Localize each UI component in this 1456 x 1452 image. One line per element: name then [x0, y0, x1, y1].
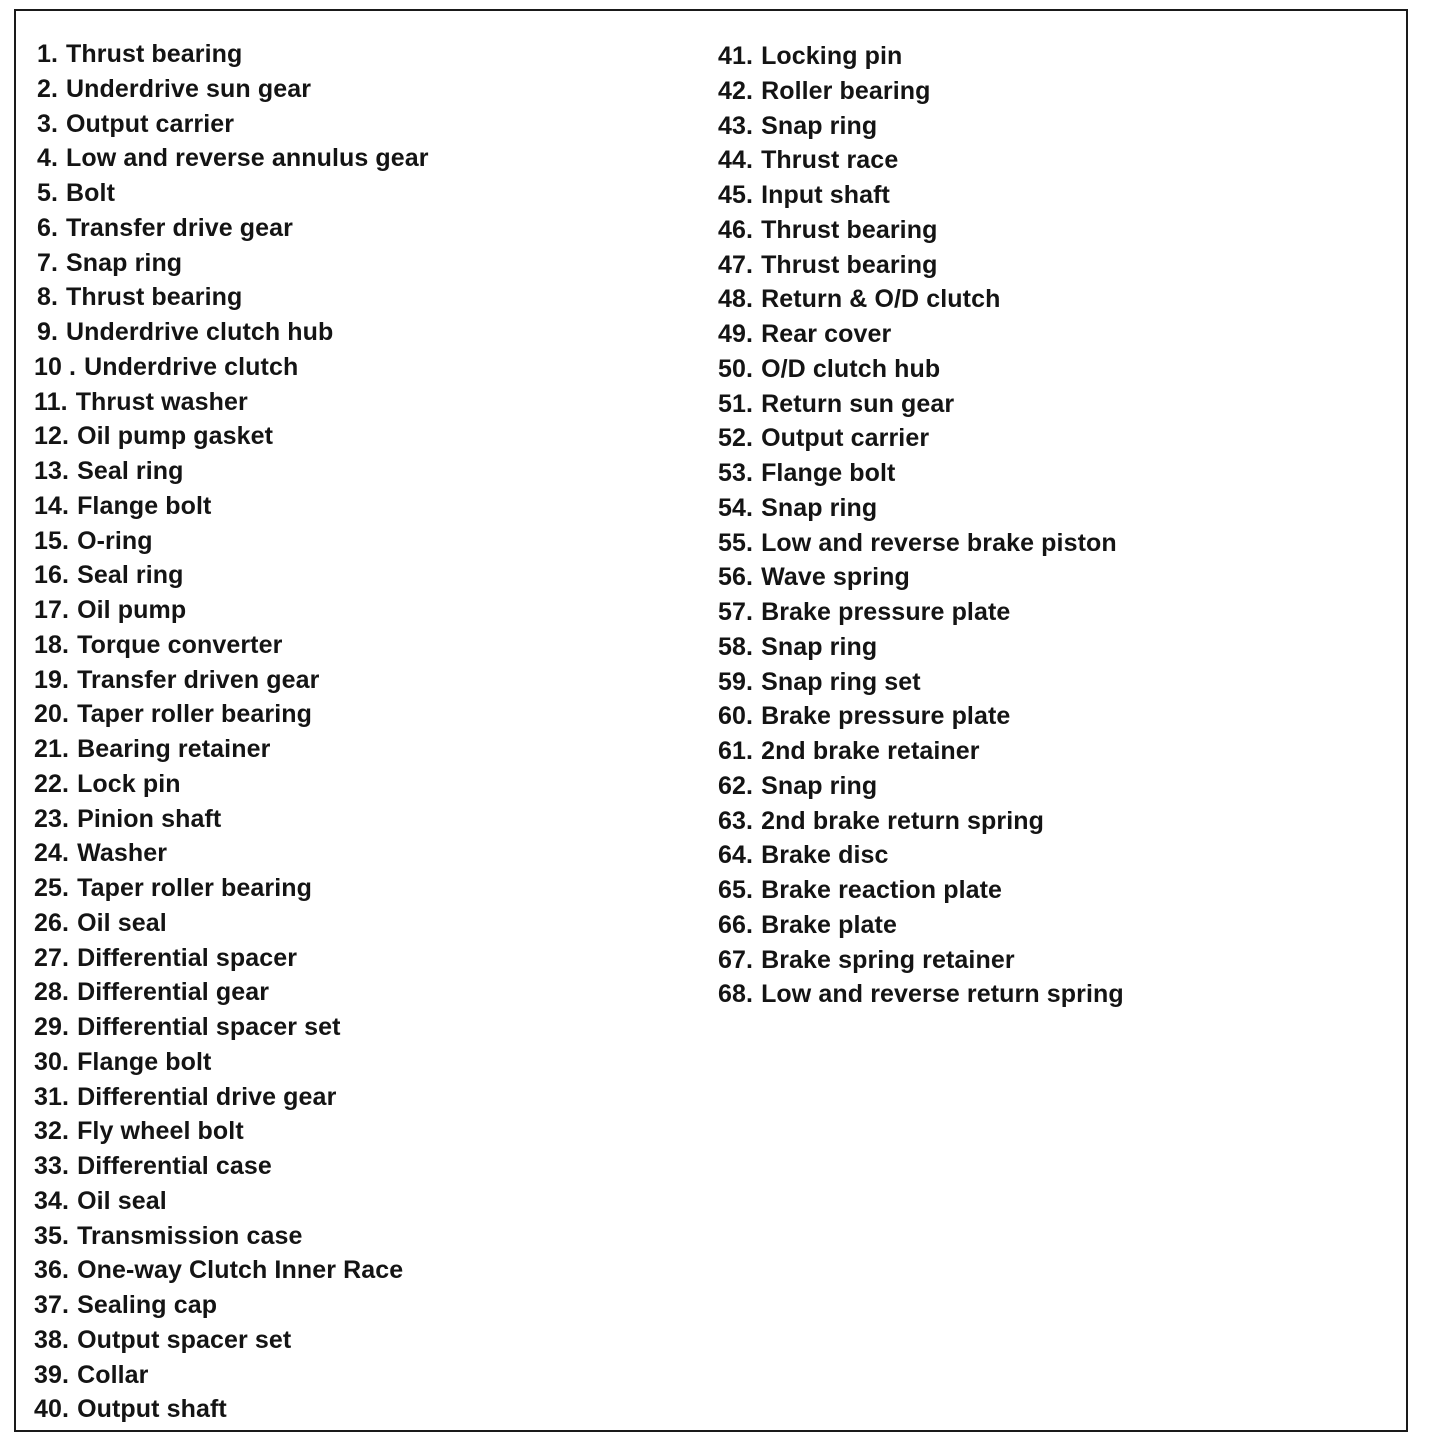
part-number: 37. [34, 1291, 70, 1319]
part-number: 4. [36, 144, 58, 173]
parts-list-item [34, 1045, 429, 1080]
part-name: Brake plate [761, 910, 897, 939]
part-number: 53. [718, 459, 754, 487]
parts-list-item [34, 558, 429, 593]
part-name: 2nd brake return spring [761, 806, 1044, 835]
part-number: 15. [34, 526, 70, 555]
part-name: Differential drive gear [77, 1082, 337, 1111]
part-number: 40. [34, 1395, 70, 1424]
part-name: Brake spring retainer [761, 945, 1015, 974]
parts-list-item [718, 943, 1124, 978]
parts-list-item [718, 977, 1124, 1012]
parts-list-item [34, 489, 429, 524]
parts-list-item [34, 454, 429, 489]
parts-list-item [718, 317, 1124, 352]
parts-list-item [34, 732, 429, 767]
part-number: 57. [718, 598, 754, 626]
part-name: Return sun gear [761, 389, 955, 418]
part-name: Snap ring set [761, 667, 921, 696]
parts-list-item [34, 211, 429, 246]
part-number: 34. [34, 1186, 70, 1215]
part-number: 24. [34, 839, 70, 868]
parts-list-item [34, 871, 429, 906]
parts-list-item [34, 107, 429, 142]
part-name: O-ring [77, 526, 153, 555]
part-name: Wave spring [761, 563, 910, 592]
parts-list-item [34, 1288, 429, 1323]
part-number: 52. [718, 424, 754, 453]
part-number: 20. [34, 700, 70, 729]
part-name: Brake reaction plate [761, 876, 1003, 904]
part-name: Flange bolt [77, 1047, 212, 1076]
part-number: 41. [718, 42, 754, 70]
part-name: Thrust bearing [761, 215, 938, 244]
parts-list-item [718, 560, 1124, 595]
parts-list-item [718, 213, 1124, 248]
part-number: 59. [718, 667, 754, 696]
parts-list-item [34, 176, 429, 211]
part-number: 14. [34, 491, 70, 520]
parts-list-item [718, 491, 1124, 526]
part-name: Washer [77, 839, 168, 868]
part-name: Taper roller bearing [77, 700, 312, 729]
parts-list-item [718, 248, 1124, 283]
part-number: 32. [34, 1117, 70, 1146]
part-number: 43. [718, 111, 754, 140]
parts-list-item [34, 836, 429, 871]
part-name: Bolt [66, 179, 115, 207]
part-number: 27. [34, 943, 70, 972]
parts-list-item [718, 630, 1124, 665]
parts-list-item [34, 524, 429, 559]
parts-list-right-column [718, 39, 1124, 1012]
parts-list-item [34, 906, 429, 941]
parts-list-item [718, 665, 1124, 700]
parts-list-left-column [34, 37, 429, 1427]
part-number: 3. [36, 109, 58, 138]
part-name: Torque converter [77, 630, 283, 659]
parts-list-item [34, 72, 429, 107]
part-number: 25. [34, 874, 70, 902]
part-name: Locking pin [761, 42, 903, 70]
part-name: Low and reverse annulus gear [66, 144, 429, 173]
parts-list-item [718, 421, 1124, 456]
part-name: Snap ring [761, 111, 878, 140]
part-name: Bearing retainer [77, 735, 271, 763]
parts-list-item [34, 141, 429, 176]
part-name: 2nd brake retainer [761, 737, 980, 765]
part-name: Transmission case [77, 1221, 303, 1250]
part-number: 17. [34, 596, 70, 624]
part-name: Lock pin [77, 769, 181, 798]
part-name: Return & O/D clutch [761, 285, 1001, 314]
parts-list-item [34, 385, 429, 420]
part-name: Transfer drive gear [66, 213, 294, 242]
part-number: 29. [34, 1013, 70, 1041]
parts-list-item [718, 908, 1124, 943]
part-number: 39. [34, 1360, 70, 1389]
part-number: 2. [36, 74, 58, 103]
part-name: Rear cover [761, 320, 892, 348]
part-name: Snap ring [761, 771, 878, 800]
parts-list-item [34, 315, 429, 350]
part-number: 12. [34, 422, 70, 451]
part-number: 21. [34, 735, 70, 763]
part-name: Output carrier [66, 109, 235, 138]
part-name: Underdrive sun gear [66, 74, 312, 103]
part-number: 1. [36, 40, 58, 68]
part-number: 13. [34, 457, 70, 485]
part-name: Brake disc [761, 841, 889, 870]
part-number: 19. [34, 665, 70, 694]
part-name: Input shaft [761, 181, 890, 209]
part-name: Thrust bearing [761, 250, 938, 279]
part-name: Seal ring [77, 457, 184, 485]
parts-list-item [34, 697, 429, 732]
part-name: Oil seal [77, 908, 167, 937]
part-number: 62. [718, 771, 754, 800]
parts-list-item [718, 595, 1124, 630]
parts-list-item [718, 526, 1124, 561]
part-name: O/D clutch hub [761, 354, 941, 383]
parts-list-item [718, 873, 1124, 908]
parts-list-item [34, 663, 429, 698]
part-number: 30. [34, 1047, 70, 1076]
part-number: 58. [718, 632, 754, 661]
part-name: Underdrive clutch [84, 352, 299, 381]
part-number: 44. [718, 146, 754, 175]
part-number: 28. [34, 978, 70, 1007]
part-number: 65. [718, 876, 754, 904]
part-number: 8. [36, 283, 58, 312]
parts-list-item [718, 39, 1124, 74]
part-name: Oil pump gasket [77, 422, 274, 451]
parts-list-item [718, 734, 1124, 769]
part-name: Thrust race [761, 146, 899, 175]
part-number: 31. [34, 1082, 70, 1111]
part-number: 47. [718, 250, 754, 279]
part-number: 33. [34, 1152, 70, 1180]
parts-list-item [34, 1323, 429, 1358]
parts-list-item [718, 769, 1124, 804]
part-number: 10 . [34, 352, 77, 381]
part-name: Fly wheel bolt [77, 1117, 244, 1146]
parts-list-item [34, 1080, 429, 1115]
part-name: Brake pressure plate [761, 598, 1011, 626]
parts-list-item [34, 1253, 429, 1288]
part-number: 46. [718, 215, 754, 244]
part-name: Low and reverse return spring [761, 980, 1124, 1009]
part-number: 11. [34, 387, 68, 416]
part-name: Collar [77, 1360, 149, 1389]
parts-list-item [34, 1184, 429, 1219]
parts-list-item [718, 282, 1124, 317]
part-number: 36. [34, 1256, 70, 1285]
part-name: Pinion shaft [77, 804, 222, 833]
part-name: Flange bolt [761, 459, 896, 487]
parts-list-item [718, 838, 1124, 873]
part-name: Snap ring [761, 493, 878, 522]
parts-list-item [34, 37, 429, 72]
part-number: 61. [718, 737, 754, 765]
part-name: Taper roller bearing [77, 874, 312, 902]
parts-list-item [34, 1149, 429, 1184]
part-number: 63. [718, 806, 754, 835]
part-number: 49. [718, 320, 754, 348]
parts-list-item [718, 352, 1124, 387]
part-name: Output carrier [761, 424, 930, 453]
part-number: 50. [718, 354, 754, 383]
parts-list-item [718, 178, 1124, 213]
part-name: Roller bearing [761, 76, 931, 105]
part-number: 7. [36, 248, 58, 277]
parts-list-item [34, 767, 429, 802]
part-number: 9. [36, 318, 58, 346]
part-number: 16. [34, 561, 70, 590]
part-name: Differential gear [77, 978, 270, 1007]
part-name: Thrust bearing [66, 40, 243, 68]
parts-list-item [718, 456, 1124, 491]
parts-list-item [34, 1010, 429, 1045]
part-name: Underdrive clutch hub [66, 318, 334, 346]
part-name: Low and reverse brake piston [761, 528, 1117, 557]
parts-list-item [718, 387, 1124, 422]
part-number: 6. [36, 213, 58, 242]
parts-list-item [34, 1114, 429, 1149]
parts-list-item [34, 628, 429, 663]
part-name: Oil pump [77, 596, 187, 624]
part-number: 54. [718, 493, 754, 522]
parts-list-item [34, 941, 429, 976]
parts-list-item [34, 419, 429, 454]
parts-list-item [34, 802, 429, 837]
part-name: Output spacer set [77, 1325, 292, 1354]
parts-list-item [34, 1219, 429, 1254]
parts-list-item [34, 350, 429, 385]
part-name: Seal ring [77, 561, 184, 590]
part-name: Flange bolt [77, 491, 212, 520]
part-name: Thrust bearing [66, 283, 243, 312]
part-number: 23. [34, 804, 70, 833]
part-name: Differential spacer set [77, 1013, 341, 1041]
part-name: Brake pressure plate [761, 702, 1011, 731]
parts-list-item [718, 109, 1124, 144]
parts-list-item [718, 804, 1124, 839]
parts-list-item [718, 143, 1124, 178]
part-name: Oil seal [77, 1186, 167, 1215]
part-name: Transfer driven gear [77, 665, 320, 694]
part-number: 5. [36, 179, 58, 207]
part-name: Output shaft [77, 1395, 227, 1424]
part-number: 67. [718, 945, 754, 974]
part-number: 22. [34, 769, 70, 798]
part-name: Sealing cap [77, 1291, 218, 1319]
part-number: 45. [718, 181, 754, 209]
part-number: 42. [718, 76, 754, 105]
part-number: 26. [34, 908, 70, 937]
parts-list-frame [14, 9, 1408, 1432]
part-number: 35. [34, 1221, 70, 1250]
part-number: 55. [718, 528, 754, 557]
parts-list-item [718, 699, 1124, 734]
part-number: 64. [718, 841, 754, 870]
parts-list-item [34, 246, 429, 281]
parts-list-item [34, 975, 429, 1010]
parts-list-item [34, 1358, 429, 1393]
part-name: Snap ring [66, 248, 183, 277]
parts-list-item [34, 1392, 429, 1427]
part-number: 18. [34, 630, 70, 659]
part-number: 60. [718, 702, 754, 731]
part-number: 56. [718, 563, 754, 592]
part-number: 51. [718, 389, 754, 418]
part-number: 38. [34, 1325, 70, 1354]
parts-list-item [34, 593, 429, 628]
part-name: Snap ring [761, 632, 878, 661]
part-name: One-way Clutch Inner Race [77, 1256, 404, 1285]
parts-list-item [34, 280, 429, 315]
part-number: 68. [718, 980, 754, 1009]
parts-list-item [718, 74, 1124, 109]
part-number: 66. [718, 910, 754, 939]
part-name: Differential spacer [77, 943, 298, 972]
part-name: Differential case [77, 1152, 272, 1180]
part-number: 48. [718, 285, 754, 314]
part-name: Thrust washer [75, 387, 248, 416]
